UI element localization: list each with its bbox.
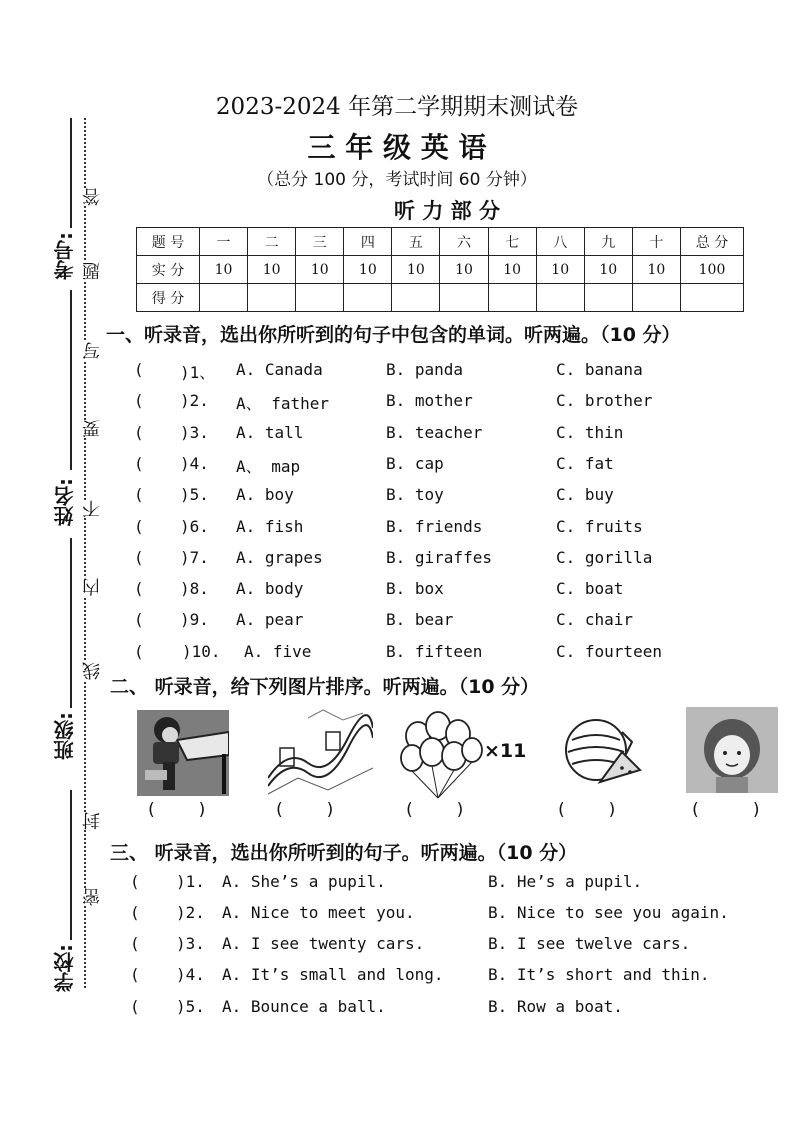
seal-word: 要 [80,420,106,438]
question-number: )2. [180,391,209,410]
answer-blank[interactable]: ( [134,579,144,598]
section3-heading: 三、 听录音，选出你所听到的句子。听两遍。（10 分） [110,842,578,864]
option-b: B. giraffes [386,548,492,567]
option-a: A、 father [236,394,330,413]
score-entry-cell[interactable] [296,284,344,312]
option-b: B. It’s short and thin. [488,965,710,984]
option-c: C. chair [556,610,634,629]
option-a: A. She’s a pupil. [222,872,386,891]
option-c: C. buy [556,485,614,504]
question-number: )2. [176,903,205,922]
points-cell: 10 [536,256,584,284]
girl-portrait-image [686,707,778,793]
seal-word: 不 [80,500,106,518]
option-a: A. fish [236,517,304,536]
option-a: A. grapes [236,548,323,567]
answer-blank[interactable]: ( [134,485,144,504]
option-c: C. thin [556,423,624,442]
score-entry-cell[interactable] [200,284,248,312]
part-title: 听 力 部 分 [394,199,500,223]
score-entry-cell[interactable] [632,284,680,312]
option-a: A. five [244,642,312,661]
score-entry-cell[interactable] [392,284,440,312]
column-header: 二 [248,228,296,256]
question-number: )5. [180,485,209,504]
option-b: B. teacher [386,423,483,442]
balloon-count-label: ×11 [484,740,527,762]
option-a: A. It’s small and long. [222,965,444,984]
great-wall-image [268,708,373,796]
watermelon-image [560,712,642,792]
option-b: B. panda [386,360,464,379]
column-header: 五 [392,228,440,256]
answer-blank[interactable]: ( [134,423,144,442]
points-cell: 10 [584,256,632,284]
option-b: B. fifteen [386,642,483,661]
row-label: 得 分 [137,284,200,312]
score-entry-cell[interactable] [344,284,392,312]
points-cell: 10 [296,256,344,284]
answer-blank[interactable]: ( ) [404,800,466,820]
seal-word: 题 [80,262,106,280]
question-number: )3. [180,423,209,442]
column-header: 三 [296,228,344,256]
score-entry-cell[interactable] [681,284,744,312]
seal-dotted-line [84,118,86,988]
option-a: A. Canada [236,360,323,379]
answer-blank[interactable]: ( [134,517,144,536]
answer-blank[interactable]: ( [130,903,140,922]
name-label: 姓名: [53,478,77,526]
option-a: A. Nice to meet you. [222,903,415,922]
exam-title: 2023-2024 年第二学期期末测试卷 [215,94,579,120]
option-a: A、 map [236,457,301,476]
question-number: )6. [180,517,209,536]
class-label: 班级: [53,712,77,760]
section2-heading: 二、 听录音，给下列图片排序。听两遍。（10 分） [110,676,540,698]
answer-blank[interactable]: ( [130,965,140,984]
column-header: 一 [200,228,248,256]
balloons-image [398,710,484,802]
seal-word: 内 [80,578,106,596]
option-b: B. Nice to see you again. [488,903,729,922]
column-header: 十 [632,228,680,256]
question-number: )4. [176,965,205,984]
exam-no-label: 考号: [53,232,77,280]
option-a: A. I see twenty cars. [222,934,425,953]
points-cell: 100 [681,256,744,284]
answer-blank[interactable]: ( [134,642,144,661]
class-line [70,538,72,708]
seal-word: 答 [80,188,106,206]
answer-blank[interactable]: ( [134,610,144,629]
option-a: A. tall [236,423,304,442]
name-line [70,290,72,470]
question-number: )9. [180,610,209,629]
points-cell: 10 [392,256,440,284]
section1-heading: 一、听录音，选出你所听到的句子中包含的单词。听两遍。（10 分） [106,324,681,346]
child-at-desk-image [137,710,229,796]
option-b: B. toy [386,485,444,504]
option-c: C. gorilla [556,548,653,567]
score-table-header-row [137,228,744,256]
option-c: C. fat [556,454,614,473]
points-cell: 10 [488,256,536,284]
option-b: B. friends [386,517,483,536]
school-label: 学校: [53,944,77,992]
option-a: A. pear [236,610,304,629]
score-entry-cell[interactable] [584,284,632,312]
answer-blank[interactable]: ( ) [556,800,618,820]
answer-blank[interactable]: ( [134,360,144,379]
option-a: A. body [236,579,304,598]
answer-blank[interactable]: ( ) [146,800,208,820]
answer-blank[interactable]: ( ) [274,800,336,820]
option-b: B. mother [386,391,473,410]
exam-note: （总分 100 分，考试时间 60 分钟） [257,170,537,190]
score-entry-cell[interactable] [440,284,488,312]
seal-word: 线 [80,662,106,680]
column-header: 六 [440,228,488,256]
answer-blank[interactable]: ( [130,872,140,891]
score-table-points-row [137,256,744,284]
answer-blank[interactable]: ( [134,548,144,567]
school-line [70,790,72,940]
option-c: C. brother [556,391,653,410]
points-cell: 10 [440,256,488,284]
answer-blank[interactable]: ( [130,997,140,1016]
question-number: )7. [180,548,209,567]
option-b: B. Row a boat. [488,997,623,1016]
subject-title: 三 年 级 英 语 [307,131,487,164]
option-c: C. boat [556,579,624,598]
answer-blank[interactable]: ( [134,391,144,410]
question-number: )4. [180,454,209,473]
seal-word: 封 [80,812,106,830]
option-a: A. Bounce a ball. [222,997,386,1016]
column-header: 总 分 [681,228,744,256]
column-header: 七 [488,228,536,256]
option-c: C. fruits [556,517,643,536]
question-number: )3. [176,934,205,953]
score-entry-cell[interactable] [488,284,536,312]
option-c: C. fourteen [556,642,662,661]
option-b: B. bear [386,610,454,629]
question-number: )10. [182,642,221,661]
answer-blank[interactable]: ( [130,934,140,953]
question-number: )5. [176,997,205,1016]
points-cell: 10 [200,256,248,284]
seal-word: 密 [80,888,106,906]
column-header: 四 [344,228,392,256]
seal-word: 写 [80,342,106,360]
option-c: C. banana [556,360,643,379]
question-number: )8. [180,579,209,598]
score-entry-cell[interactable] [536,284,584,312]
question-number: )1. [176,872,205,891]
points-cell: 10 [344,256,392,284]
option-b: B. box [386,579,444,598]
option-b: B. cap [386,454,444,473]
score-table [136,227,744,312]
score-table-score-row [137,284,744,312]
question-number: )1、 [180,363,216,382]
column-header: 九 [584,228,632,256]
points-cell: 10 [248,256,296,284]
row-label: 实 分 [137,256,200,284]
score-entry-cell[interactable] [248,284,296,312]
answer-blank[interactable]: ( [134,454,144,473]
points-cell: 10 [632,256,680,284]
option-a: A. boy [236,485,294,504]
option-b: B. He’s a pupil. [488,872,643,891]
option-b: B. I see twelve cars. [488,934,691,953]
row-label: 题 号 [137,228,200,256]
column-header: 八 [536,228,584,256]
answer-blank[interactable]: ( ) [690,800,762,820]
